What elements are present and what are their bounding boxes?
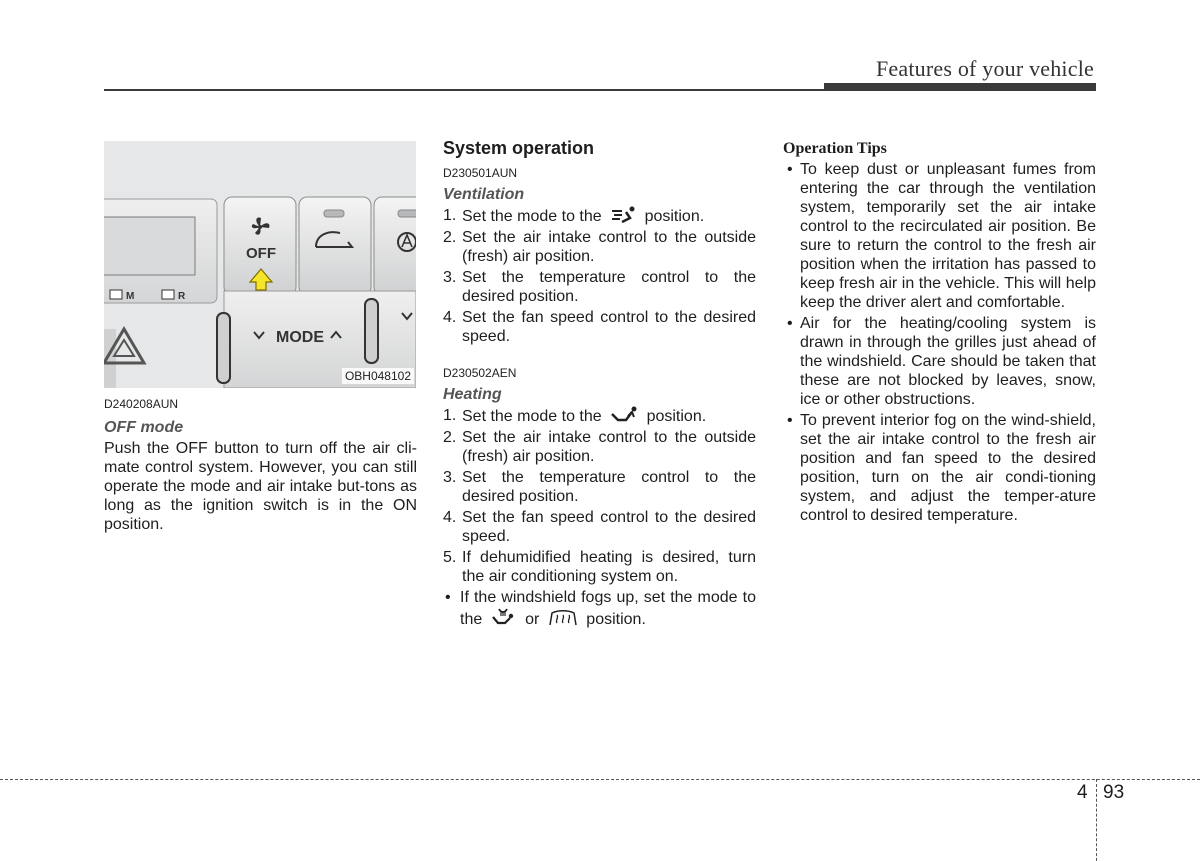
page-header-title: Features of your vehicle	[875, 56, 1094, 81]
off-button-label: OFF	[246, 245, 276, 262]
header-rule-thick	[824, 83, 1096, 91]
heat-step-2: 2. Set the air intake control to the outside (fresh) air position.	[443, 429, 756, 465]
ventilation-heading: Ventilation	[443, 186, 525, 203]
tip-item: • To prevent interior fog on the wind-shield, set the air intake control to the fresh air position and fan speed to the desired position, turn on the air condi-tioning system, and adjust the temper-ature control to desired temperature.	[787, 412, 1096, 524]
figure-code: OBH048102	[342, 368, 414, 384]
ventilation-code: D230501AUN	[443, 166, 518, 180]
svg-text:M: M	[126, 291, 135, 302]
windshield-defrost-icon	[548, 609, 578, 627]
climate-panel-illustration	[104, 141, 416, 388]
page-number: 93	[1103, 782, 1125, 803]
defog-bullet: • If the windshield fogs up, set the mode to the or position.	[445, 589, 756, 628]
vent-step-1: 1. Set the mode to the position.	[443, 207, 705, 225]
heating-code: D230502AEN	[443, 366, 517, 380]
left-column	[104, 395, 417, 534]
floor-defrost-mode-icon	[491, 607, 517, 627]
off-mode-paragraph: Push the OFF button to turn off the air cli-mate control system. However, you can still operate the mode and air intake but-tons as long as the ignition switch is in the ON position.	[104, 440, 417, 533]
vent-step-3: 3. Set the temperature control to the desired position.	[443, 269, 756, 305]
face-vent-mode-icon	[610, 206, 636, 224]
tip-item: • Air for the heating/cooling system is drawn in through the grilles just ahead of the windshield. Care should be taken that these are not blocked by leaves, snow, ice or other obstructions.	[787, 315, 1096, 408]
floor-mode-icon	[610, 406, 638, 424]
heat-step-3: 3. Set the temperature control to the desired position.	[443, 469, 756, 505]
vent-step-2: 2. Set the air intake control to the outside (fresh) air position.	[443, 229, 756, 265]
mode-button-label: MODE	[276, 329, 324, 346]
header-rule-thin	[104, 89, 824, 91]
chapter-number: 4	[1077, 782, 1088, 803]
climate-panel-figure	[104, 141, 416, 388]
svg-text:R: R	[178, 291, 186, 302]
footer-dashed-rule	[0, 779, 1200, 780]
middle-column	[443, 139, 756, 629]
tip-item: • To keep dust or unpleasant fumes from entering the car through the ventilation system, temporarily set the air intake control to the recirculated air position. Be sure to return the control to the fresh air position when the irritation has passed to keep fresh air in the vehicle. This will help keep the driver alert and comfortable.	[787, 161, 1096, 311]
footer-dashed-divider	[1096, 779, 1097, 861]
off-mode-heading: OFF mode	[104, 419, 184, 436]
heat-step-4: 4. Set the fan speed control to the desired speed.	[443, 509, 756, 545]
right-column	[783, 139, 1096, 527]
operation-tips-heading: Operation Tips	[783, 140, 887, 157]
section-code: D240208AUN	[104, 397, 179, 411]
vent-step-4: 4. Set the fan speed control to the desired speed.	[443, 309, 756, 345]
heat-step-1: 1. Set the mode to the position.	[443, 407, 707, 425]
heating-heading: Heating	[443, 386, 502, 403]
heat-step-5: 5. If dehumidified heating is desired, turn the air conditioning system on.	[443, 549, 756, 585]
system-operation-title: System operation	[443, 138, 595, 158]
